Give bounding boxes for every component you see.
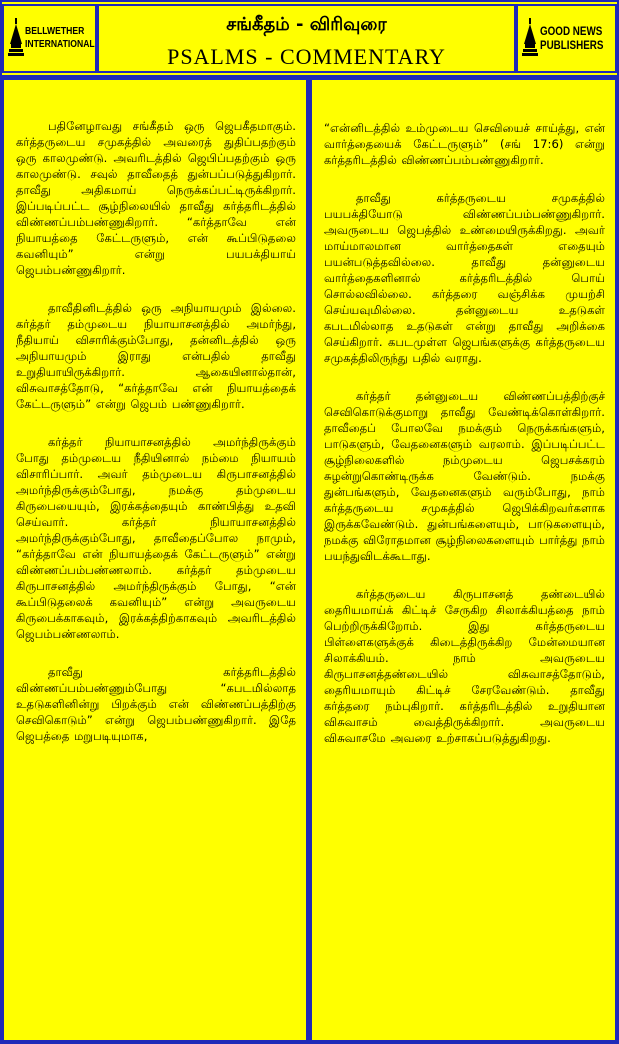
publisher-line-2: PUBLISHERS — [540, 38, 604, 52]
paragraph: கர்த்தருடைய கிருபாசனத் தண்டையில் தைரியமாய்க் கிட்டிச் சேருகிற சிலாக்கியத்தை நாம் பெற்றிருக்கிறோம். இது கர்த்தருடைய பிள்ளைகளுக்குக் கிடைத்திருக்கிற மேன்மையான சிலாக்கியம். நாம் அவருடைய கிருபாசனத்தண்டையில் விசுவாசத்தோடும், தைரியமாயும் கிட்டிச் சேரவேண்டும். தாவீது கர்த்தரை நம்புகிறார். கர்த்தரிடத்தில் உறுதியான விசுவாசம் வைத்திருக்கிறார். அவருடைய விசுவாசமே அவரை உற்சாகப்படுத்துகிறது. — [324, 587, 605, 745]
logo-line-2: INTERNATIONAL — [25, 38, 95, 50]
right-column — [310, 78, 617, 1042]
paragraph: “என்னிடத்தில் உம்முடைய செவியைச் சாய்த்து, என் வார்த்தையைக் கேட்டருளும்” (சங் 17:6) என்று கர்த்தரிடத்தில் விண்ணப்பம்பண்ணுகிறார். — [324, 121, 605, 167]
title-box — [97, 4, 516, 73]
paragraph: கர்த்தர் தன்னுடைய விண்ணப்பத்திற்குச் செவிகொடுக்குமாறு தாவீது வேண்டிக்கொள்கிறார். தாவீதைப் போலவே நமக்கும் நெருக்கங்களும், பாடுகளும், வேதனைகளும் வரலாம். இப்படிப்பட்ட சூழ்நிலைகளில் நம்முடைய ஜெபசக்கரம் சுழன்றுகொண்டிருக்க வேண்டும். நமக்கு துன்பங்களும், வேதனைகளும் வரும்போது, நாம் கர்த்தருடைய சமுகத்தில் ஜெபிக்கிறவர்களாக இருக்கவேண்டும். துன்பங்களையும், பாடுகளையும், நமக்கு விரோதமான சூழ்நிலைகளையும் பார்த்து நாம் பயந்துவிடக்கூடாது. — [324, 389, 605, 563]
paragraph: பதினேழாவது சங்கீதம் ஒரு ஜெபகீதமாகும். கர்த்தருடைய சமுகத்தில் அவரைத் துதிப்பதற்கும் ஒரு காலமுண்டு. அவரிடத்தில் ஜெபிப்பதற்கும் ஒரு காலமுண்டு. சவுல் தாவீதைத் துன்பப்படுத்துகிறார். தாவீது அதிகமாய் நெருக்கப்பட்டிருக்கிறார். இப்படிப்பட்ட சூழ்நிலையில் தாவீது கர்த்தரிடத்தில் விண்ணப்பம்பண்ணுகிறார். “கர்த்தாவே என் நியாயத்தை கேட்டருளும், என் கூப்பிடுதலை கவனியும்” என்று பயபக்தியாய் ஜெபம்பண்ணுகிறார். — [16, 119, 296, 277]
paragraph: கர்த்தர் நியாயாசனத்தில் அமர்ந்திருக்கும் போது தம்முடைய நீதியினால் நம்மை நியாயம் விசாரிப்பார். அவர் தம்முடைய கிருபாசனத்தில் அமர்ந்திருக்கும்போது, நமக்கு தம்முடைய கிருபையையும், இரக்கத்தையும் காண்பித்து உதவி செய்வார். கர்த்தர் நியாயாசனத்தில் அமர்ந்திருக்கும்போது, தாவீதைப்போல நாமும், “கர்த்தாவே என் நியாயத்தைக் கேட்டருளும்” என்று விண்ணப்பம்பண்ணலாம். கர்த்தர் தம்முடைய கிருபாசனத்தில் அமர்ந்திருக்கும் போது, “என் கூப்பிடுதலைக் கவனியும்” என்று அவருடைய கிருபைக்காகவும், இரக்கத்திற்காகவும் அவரிடத்தில் ஜெபம்பண்ணலாம். — [16, 435, 296, 641]
paragraph: தாவீது கர்த்தருடைய சமுகத்தில் பயபக்தியோடு விண்ணப்பம்பண்ணுகிறார். அவருடைய ஜெபத்தில் உண்மையிருக்கிறது. அவர் மாய்மாலமான வார்த்தைகள் எதையும் பயன்படுத்தவில்லை. தாவீது தன்னுடைய வார்த்தைகளினால் கர்த்தரிடத்தில் பொய் சொல்லவில்லை. கர்த்தரை வஞ்சிக்க முயற்சி செய்யவுமில்லை. தன்னுடைய உதடுகள் கபடமில்லாத உதடுகள் என்று தாவீது அறிக்கை செய்கிறார். கபடமுள்ள ஜெபங்களுக்கு கர்த்தருடைய சமுகத்திலிருந்து பதில் வராது. — [324, 191, 605, 365]
publisher-bell-icon — [522, 18, 538, 56]
bell-icon — [8, 18, 24, 56]
header-banner — [2, 2, 617, 75]
paragraph: தாவீது கர்த்தரிடத்தில் விண்ணப்பம்பண்ணும்போது “கபடமில்லாத உதடுகளினின்று பிறக்கும் என் விண்ணப்பத்திற்கு செவிகொடும்” என்று ஜெபம்பண்ணுகிறார். இதே ஜெபத்தை மறுபடியுமாக, — [16, 665, 296, 743]
logo-line-1: BELLWETHER — [25, 25, 85, 37]
publisher-line-1: GOOD NEWS — [540, 24, 603, 38]
page-title-english: PSALMS - COMMENTARY — [167, 44, 446, 69]
good-news-logo — [516, 4, 617, 73]
paragraph: தாவீதினிடத்தில் ஒரு அநியாயமும் இல்லை. கர்த்தர் தம்முடைய நியாயாசனத்தில் அமர்ந்து, நீதியாய் விசாரிக்கும்போது, தன்னிடத்தில் ஒரு அநியாயமும் இராது என்பதில் தாவீது உறுதியாயிருக்கிறார். ஆகையினால்தான், விசுவாசத்தோடு, “கர்த்தாவே என் நியாயத்தைக் கேட்டருளும்” என்று ஜெபம் பண்ணுகிறார். — [16, 301, 296, 411]
bellwether-logo — [2, 4, 97, 73]
left-column — [2, 78, 308, 1042]
page-title-tamil: சங்கீதம் - விரிவுரை — [226, 14, 387, 35]
